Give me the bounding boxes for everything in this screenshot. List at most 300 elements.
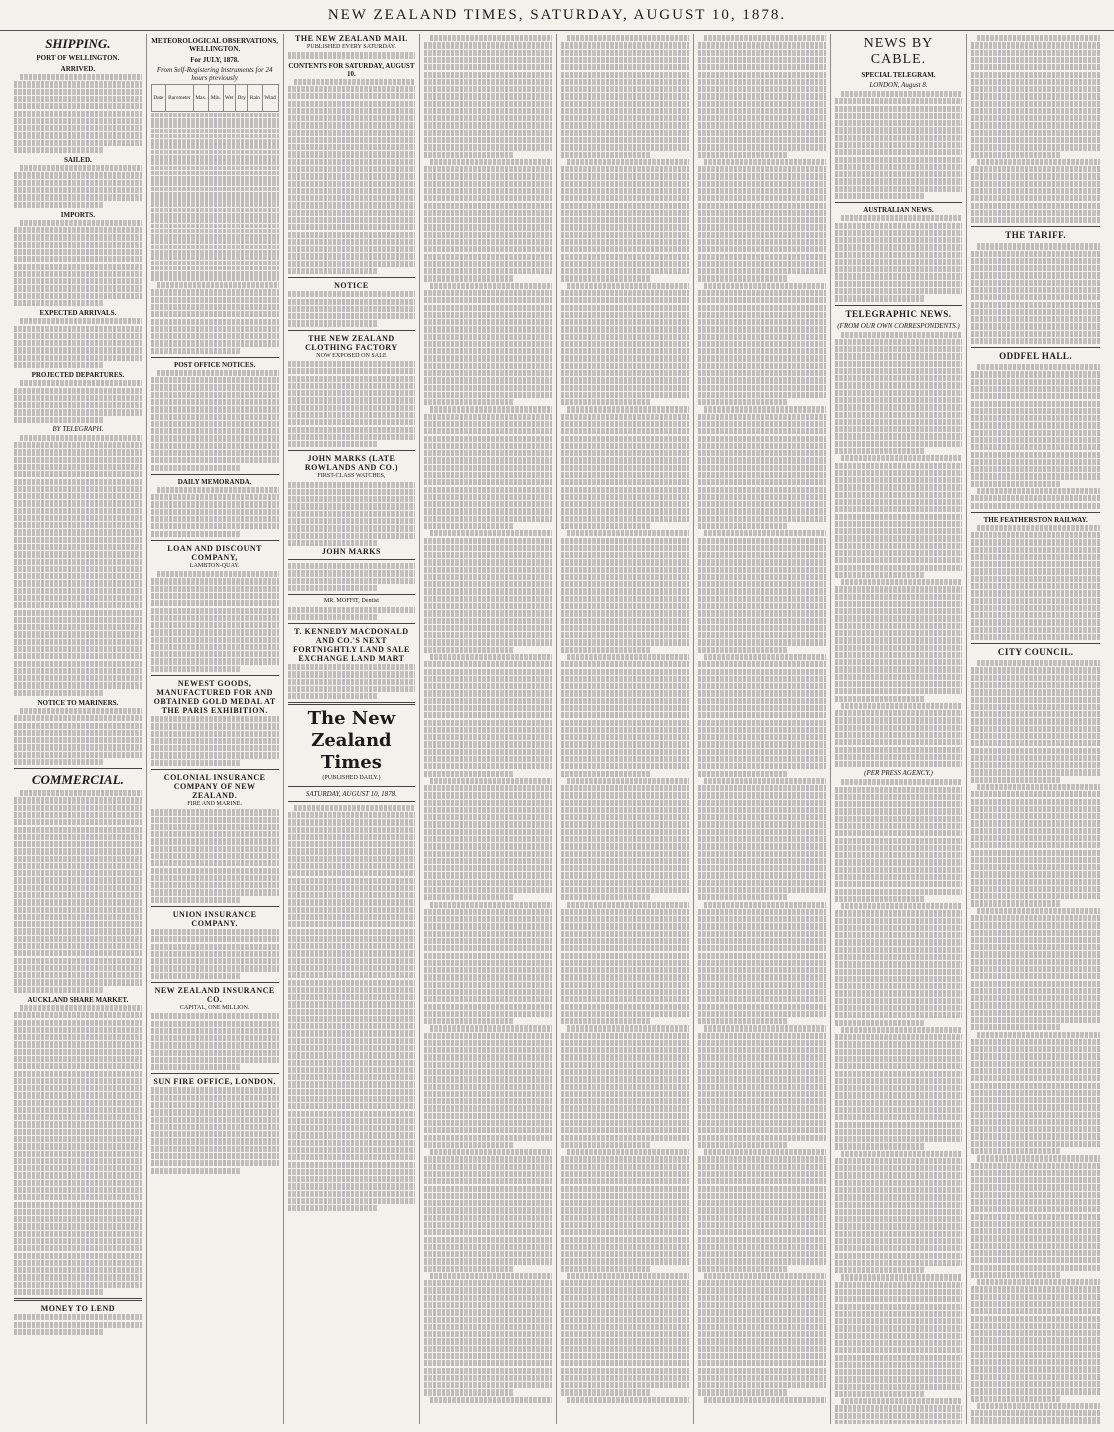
met-table-row <box>151 139 279 144</box>
text-line <box>424 982 552 988</box>
text-line <box>424 268 552 274</box>
text-line <box>971 1090 1100 1096</box>
text-line <box>561 1105 689 1111</box>
text-line <box>424 86 552 92</box>
text-line <box>561 836 689 842</box>
text-line <box>835 594 963 600</box>
text-line <box>835 1172 963 1178</box>
text-line <box>971 748 1100 754</box>
met-table-row <box>151 123 279 128</box>
text-line <box>698 523 787 529</box>
met-table-row <box>151 144 279 149</box>
text-line <box>698 800 826 806</box>
text-line <box>971 1192 1100 1198</box>
text-line <box>835 717 963 723</box>
text-line <box>424 1280 552 1286</box>
text-line <box>698 1018 787 1024</box>
text-line <box>561 581 689 587</box>
text-line <box>424 50 552 56</box>
text-line <box>835 637 963 643</box>
text-line <box>561 1164 689 1170</box>
text-line <box>561 414 689 420</box>
text-line <box>424 79 552 85</box>
text-line <box>561 843 689 849</box>
met-table-row <box>151 197 279 202</box>
text-line <box>698 938 826 944</box>
daily-memoranda-heading: DAILY MEMORANDA. <box>177 477 252 486</box>
text-line <box>424 1033 552 1039</box>
text-line <box>424 851 552 857</box>
text-line <box>698 1229 826 1235</box>
text-line <box>971 842 1100 848</box>
text-line <box>835 947 963 953</box>
shipping-heading: SHIPPING. <box>45 36 111 51</box>
met-table-row <box>151 155 279 160</box>
text-line <box>835 419 963 425</box>
text-line <box>430 654 552 660</box>
text-line <box>835 1318 963 1324</box>
text-line <box>561 1360 689 1366</box>
text-line <box>698 297 826 303</box>
text-line <box>835 1136 963 1142</box>
text-line <box>971 619 1100 625</box>
text-line <box>424 923 552 929</box>
text-line <box>971 1257 1100 1263</box>
text-line <box>835 852 963 858</box>
text-line <box>424 1076 552 1082</box>
text-line <box>424 720 552 726</box>
text-line <box>561 1054 689 1060</box>
text-line <box>835 867 963 873</box>
text-line <box>424 545 552 551</box>
text-line <box>971 1119 1100 1125</box>
text-line <box>835 732 963 738</box>
text-line <box>835 761 963 767</box>
text-line <box>698 1033 826 1039</box>
met-table-row <box>151 276 279 281</box>
text-line <box>835 484 963 490</box>
text-line <box>424 326 552 332</box>
text-line <box>698 1171 826 1177</box>
text-line <box>561 305 689 311</box>
text-line <box>971 733 1100 739</box>
text-line <box>424 567 552 573</box>
text-line <box>698 508 826 514</box>
mail-title: THE NEW ZEALAND MAIL <box>295 34 408 43</box>
text-line <box>561 494 689 500</box>
text-line <box>977 35 1100 41</box>
text-line <box>704 283 826 289</box>
text-line <box>971 893 1100 899</box>
text-line <box>971 481 1061 487</box>
text-line <box>971 50 1100 56</box>
text-line <box>698 217 826 223</box>
text-line <box>424 428 552 434</box>
text-line <box>561 326 689 332</box>
text-line <box>561 800 689 806</box>
met-table-row <box>151 261 279 266</box>
text-line <box>424 1127 552 1133</box>
text-line <box>424 348 552 354</box>
text-line <box>424 261 552 267</box>
text-line <box>561 953 689 959</box>
text-line <box>698 516 826 522</box>
text-line <box>698 152 787 158</box>
text-line <box>698 1164 826 1170</box>
text-line <box>704 1273 826 1279</box>
text-line <box>698 661 826 667</box>
text-line <box>971 1294 1100 1300</box>
text-line <box>561 792 689 798</box>
text-line <box>835 990 963 996</box>
text-line <box>424 1229 552 1235</box>
text-line <box>835 535 963 541</box>
text-line <box>698 705 826 711</box>
text-line <box>835 368 963 374</box>
text-line <box>704 35 826 41</box>
text-line <box>835 1143 924 1149</box>
text-line <box>561 625 689 631</box>
text-line <box>835 1296 963 1302</box>
text-line <box>698 639 826 645</box>
text-line <box>698 734 826 740</box>
met-table-row <box>151 250 279 255</box>
text-line <box>698 1120 826 1126</box>
text-line <box>698 836 826 842</box>
text-line <box>698 348 826 354</box>
text-line <box>835 681 963 687</box>
text-line <box>971 1374 1100 1380</box>
text-line <box>698 290 826 296</box>
text-line <box>561 341 689 347</box>
text-line <box>971 294 1100 300</box>
text-line <box>561 1244 689 1250</box>
text-line <box>971 1163 1100 1169</box>
text-line <box>561 872 689 878</box>
text-line <box>561 923 689 929</box>
text-line <box>835 470 963 476</box>
text-line <box>561 421 689 427</box>
text-line <box>835 1253 963 1259</box>
text-line <box>561 734 689 740</box>
text-line <box>698 224 826 230</box>
text-line <box>561 887 689 893</box>
cable-date: LONDON, August 8. <box>869 81 928 89</box>
text-line <box>971 704 1100 710</box>
text-line <box>561 1309 689 1315</box>
text-line <box>971 1286 1100 1292</box>
text-line <box>424 909 552 915</box>
text-line <box>698 275 787 281</box>
text-line <box>424 297 552 303</box>
text-line <box>698 931 826 937</box>
text-line <box>561 334 689 340</box>
text-line <box>561 1011 689 1017</box>
text-line <box>971 473 1100 479</box>
text-line <box>698 909 826 915</box>
text-line <box>424 705 552 711</box>
text-line <box>835 397 963 403</box>
text-line <box>424 305 552 311</box>
text-line <box>971 1053 1100 1059</box>
text-line <box>561 57 689 63</box>
text-line <box>704 654 826 660</box>
text-line <box>698 428 826 434</box>
colonial-insurance-title: COLONIAL INSURANCE COMPANY OF NEW ZEALAND. <box>163 772 266 800</box>
text-line <box>698 1156 826 1162</box>
text-line <box>698 1062 826 1068</box>
text-line <box>561 523 650 529</box>
text-line <box>971 379 1100 385</box>
text-line <box>424 625 552 631</box>
text-line <box>835 1376 963 1382</box>
text-line <box>561 1207 689 1213</box>
met-table-row <box>151 160 279 165</box>
text-line <box>698 1244 826 1250</box>
text-line <box>698 479 826 485</box>
text-line <box>835 565 963 571</box>
text-line <box>698 1186 826 1192</box>
text-line <box>561 1004 689 1010</box>
text-line <box>835 787 963 793</box>
text-line <box>698 1091 826 1097</box>
text-line <box>424 312 552 318</box>
text-line <box>698 450 826 456</box>
text-line <box>971 1388 1100 1394</box>
text-line <box>698 996 826 1002</box>
text-line <box>698 676 826 682</box>
text-line <box>424 1113 552 1119</box>
text-line <box>971 1410 1100 1416</box>
text-line <box>561 1375 689 1381</box>
text-line <box>835 1231 963 1237</box>
telegraphic-news-sub: (FROM OUR OWN CORRESPONDENTS.) <box>837 321 960 330</box>
text-line <box>561 618 689 624</box>
text-line <box>561 1324 689 1330</box>
text-line <box>704 1025 826 1031</box>
text-line <box>561 72 689 78</box>
met-table-row <box>151 255 279 260</box>
text-line <box>561 501 689 507</box>
text-line <box>424 224 552 230</box>
text-line <box>835 710 963 716</box>
text-line <box>971 583 1100 589</box>
text-line <box>698 1360 826 1366</box>
text-line <box>561 246 689 252</box>
met-table-row <box>151 266 279 271</box>
text-line <box>698 1098 826 1104</box>
text-line <box>561 1382 689 1388</box>
text-line <box>698 771 787 777</box>
times-editorial-sub: (PUBLISHED DAILY.) <box>322 775 381 782</box>
text-line <box>698 494 826 500</box>
text-line <box>977 1279 1100 1285</box>
text-line <box>424 734 552 740</box>
text-line <box>424 1105 552 1111</box>
text-line <box>561 669 689 675</box>
text-line <box>424 523 513 529</box>
text-line <box>561 392 689 398</box>
text-line <box>424 188 552 194</box>
text-line <box>977 488 1100 494</box>
text-line <box>698 1054 826 1060</box>
text-line <box>835 1005 963 1011</box>
text-line <box>561 683 689 689</box>
text-line <box>424 355 552 361</box>
text-line <box>971 1221 1100 1227</box>
text-line <box>561 1091 689 1097</box>
met-table-row <box>151 181 279 186</box>
text-line <box>835 874 963 880</box>
text-line <box>698 1200 826 1206</box>
text-line <box>698 1280 826 1286</box>
text-line <box>841 1274 963 1280</box>
text-line <box>698 268 826 274</box>
text-line <box>561 865 689 871</box>
text-line <box>561 203 689 209</box>
text-line <box>971 1214 1100 1220</box>
text-line <box>698 312 826 318</box>
text-line <box>424 727 552 733</box>
text-line <box>698 1135 826 1141</box>
text-line <box>971 1235 1100 1241</box>
text-line <box>561 239 689 245</box>
text-line <box>424 57 552 63</box>
met-table-row <box>151 202 279 207</box>
australian-news-heading: AUSTRALIAN NEWS. <box>863 206 934 215</box>
loan-company-title: LOAN AND DISCOUNT COMPANY, <box>167 543 263 562</box>
text-line <box>424 989 552 995</box>
text-line <box>424 1200 552 1206</box>
text-line <box>698 1251 826 1257</box>
met-month: For JULY, 1878. <box>190 56 240 64</box>
met-table-row <box>151 239 279 244</box>
text-line <box>835 1122 963 1128</box>
text-line <box>835 1056 963 1062</box>
text-line <box>971 1024 1061 1030</box>
text-line <box>424 1295 552 1301</box>
text-line <box>561 152 650 158</box>
text-line <box>698 86 826 92</box>
text-line <box>971 806 1100 812</box>
text-line <box>977 525 1100 531</box>
text-line <box>835 1071 963 1077</box>
text-line <box>424 508 552 514</box>
text-line <box>971 1148 1061 1154</box>
text-line <box>424 1091 552 1097</box>
text-line <box>424 203 552 209</box>
text-line <box>424 771 513 777</box>
text-line <box>698 843 826 849</box>
text-line <box>430 406 552 412</box>
text-line <box>424 1324 552 1330</box>
text-line <box>971 944 1100 950</box>
arrived-heading: ARRIVED. <box>60 65 96 73</box>
text-line <box>835 925 963 931</box>
text-line <box>698 261 826 267</box>
text-line <box>971 1330 1100 1336</box>
text-line <box>424 377 552 383</box>
mail-contents-heading: CONTENTS FOR SATURDAY, AUGUST 10. <box>288 61 415 78</box>
text-line <box>971 430 1100 436</box>
text-line <box>698 377 826 383</box>
text-line <box>971 210 1100 216</box>
rowlands-title: JOHN MARKS (LATE ROWLANDS AND CO.) <box>304 454 398 473</box>
text-line <box>698 669 826 675</box>
text-line <box>835 382 963 388</box>
text-line <box>561 115 689 121</box>
text-line <box>704 159 826 165</box>
text-line <box>835 543 963 549</box>
text-line <box>424 1018 513 1024</box>
text-line <box>698 1382 826 1388</box>
text-line <box>698 538 826 544</box>
text-line <box>971 612 1100 618</box>
text-line <box>424 552 552 558</box>
text-line <box>835 659 963 665</box>
met-table-row <box>151 166 279 171</box>
text-line <box>561 1069 689 1075</box>
text-line <box>971 466 1100 472</box>
text-line <box>424 1207 552 1213</box>
text-line <box>424 1047 552 1053</box>
text-line <box>698 552 826 558</box>
text-line <box>424 741 552 747</box>
text-line <box>971 1039 1100 1045</box>
column-letters-council <box>967 34 1104 1424</box>
text-line <box>698 385 826 391</box>
text-line <box>698 712 826 718</box>
text-line <box>561 1193 689 1199</box>
met-table-row <box>151 129 279 134</box>
text-line <box>698 414 826 420</box>
text-line <box>561 894 650 900</box>
text-line <box>971 634 1100 640</box>
nz-insurance-title: NEW ZEALAND INSURANCE CO. <box>154 985 275 1004</box>
text-line <box>561 1229 689 1235</box>
text-line <box>971 503 1100 509</box>
text-line <box>971 689 1100 695</box>
text-line <box>835 859 963 865</box>
text-line <box>835 630 963 636</box>
text-line <box>698 916 826 922</box>
text-line <box>561 785 689 791</box>
text-line <box>424 275 513 281</box>
text-line <box>698 137 826 143</box>
text-line <box>835 572 924 578</box>
text-line <box>971 568 1100 574</box>
text-line <box>698 967 826 973</box>
text-line <box>971 864 1100 870</box>
text-line <box>424 115 552 121</box>
text-line <box>698 1207 826 1213</box>
telegraphic-news-heading: TELEGRAPHIC NEWS. <box>845 308 952 319</box>
text-line <box>424 596 552 602</box>
exchange-land-mart: EXCHANGE LAND MART <box>298 654 405 664</box>
text-line <box>835 725 963 731</box>
text-line <box>971 777 1061 783</box>
text-line <box>698 763 826 769</box>
text-line <box>971 675 1100 681</box>
text-line <box>698 741 826 747</box>
text-line <box>424 792 552 798</box>
text-line <box>424 953 552 959</box>
text-line <box>971 1316 1100 1322</box>
text-line <box>698 115 826 121</box>
text-line <box>971 93 1100 99</box>
text-line <box>971 667 1100 673</box>
text-line <box>561 1040 689 1046</box>
